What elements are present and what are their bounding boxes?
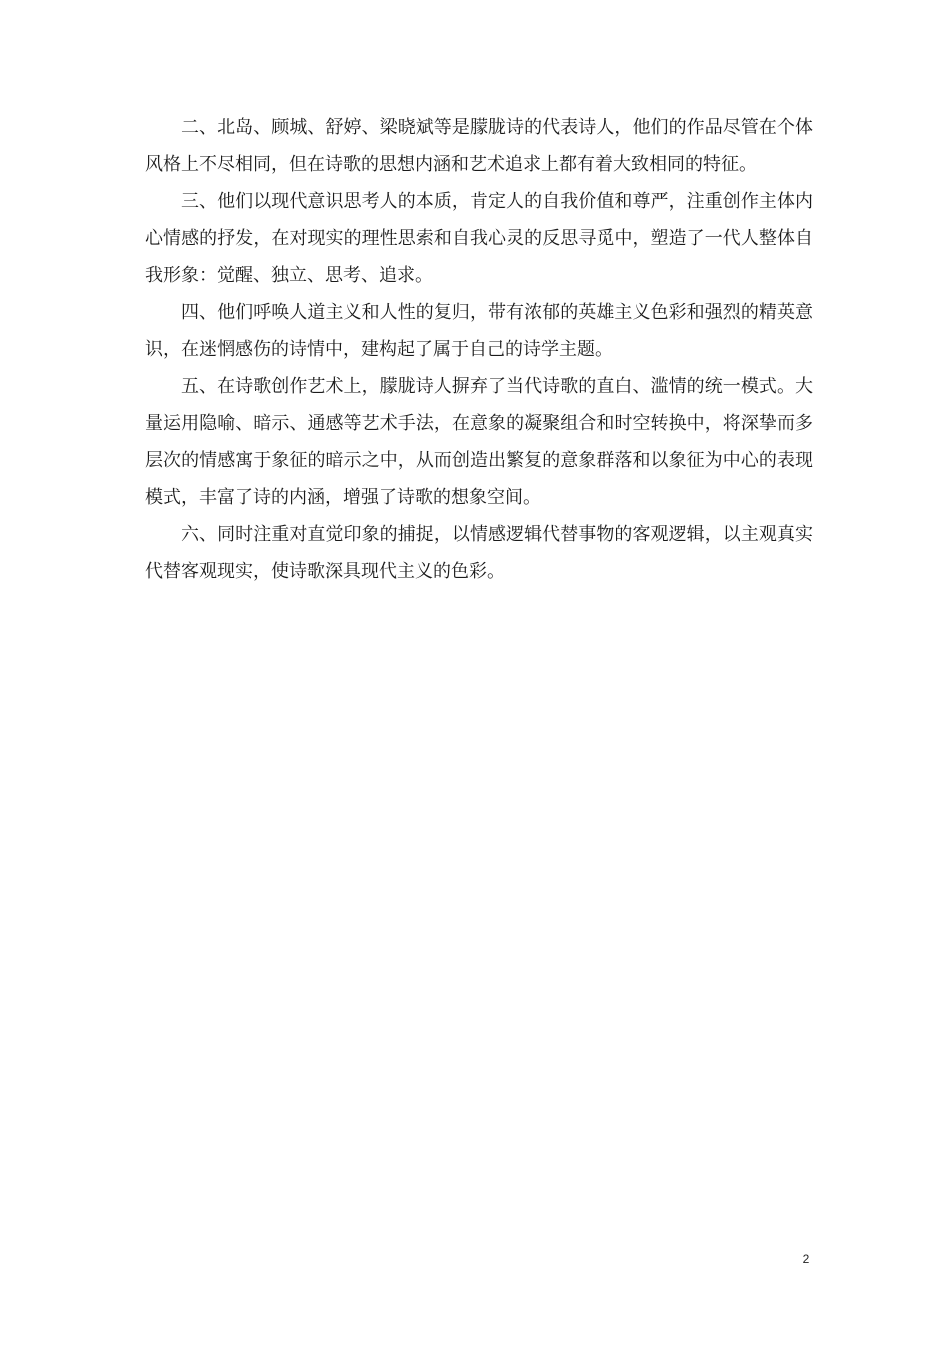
paragraph-5: 五、在诗歌创作艺术上，朦胧诗人摒弃了当代诗歌的直白、滥情的统一模式。大量运用隐喻、暗示、通感等艺术手法，在意象的凝聚组合和时空转换中，将深挚而多层次的情感寓于象征的暗示之中，从而创造出繁复的意象群落和以象征为中心的表现模式，丰富了诗的内涵，增强了诗歌的想象空间。: [145, 376, 813, 508]
paragraph-2: 二、北岛、顾城、舒婷、梁晓斌等是朦胧诗的代表诗人，他们的作品尽管在个体风格上不尽相同，但在诗歌的思想内涵和艺术追求上都有着大致相同的特征。: [145, 117, 813, 175]
paragraph-3: 三、他们以现代意识思考人的本质，肯定人的自我价值和尊严，注重创作主体内心情感的抒发，在对现实的理性思索和自我心灵的反思寻觅中，塑造了一代人整体自我形象：觉醒、独立、思考、追求。: [145, 191, 813, 286]
page-number: 2: [802, 1252, 810, 1266]
paragraph-6: 六、同时注重对直觉印象的捕捉，以情感逻辑代替事物的客观逻辑，以主观真实代替客观现实，使诗歌深具现代主义的色彩。: [145, 524, 813, 582]
body-text: [145, 109, 813, 590]
paragraph-4: 四、他们呼唤人道主义和人性的复归，带有浓郁的英雄主义色彩和强烈的精英意识，在迷惘感伤的诗情中，建构起了属于自己的诗学主题。: [145, 302, 813, 360]
